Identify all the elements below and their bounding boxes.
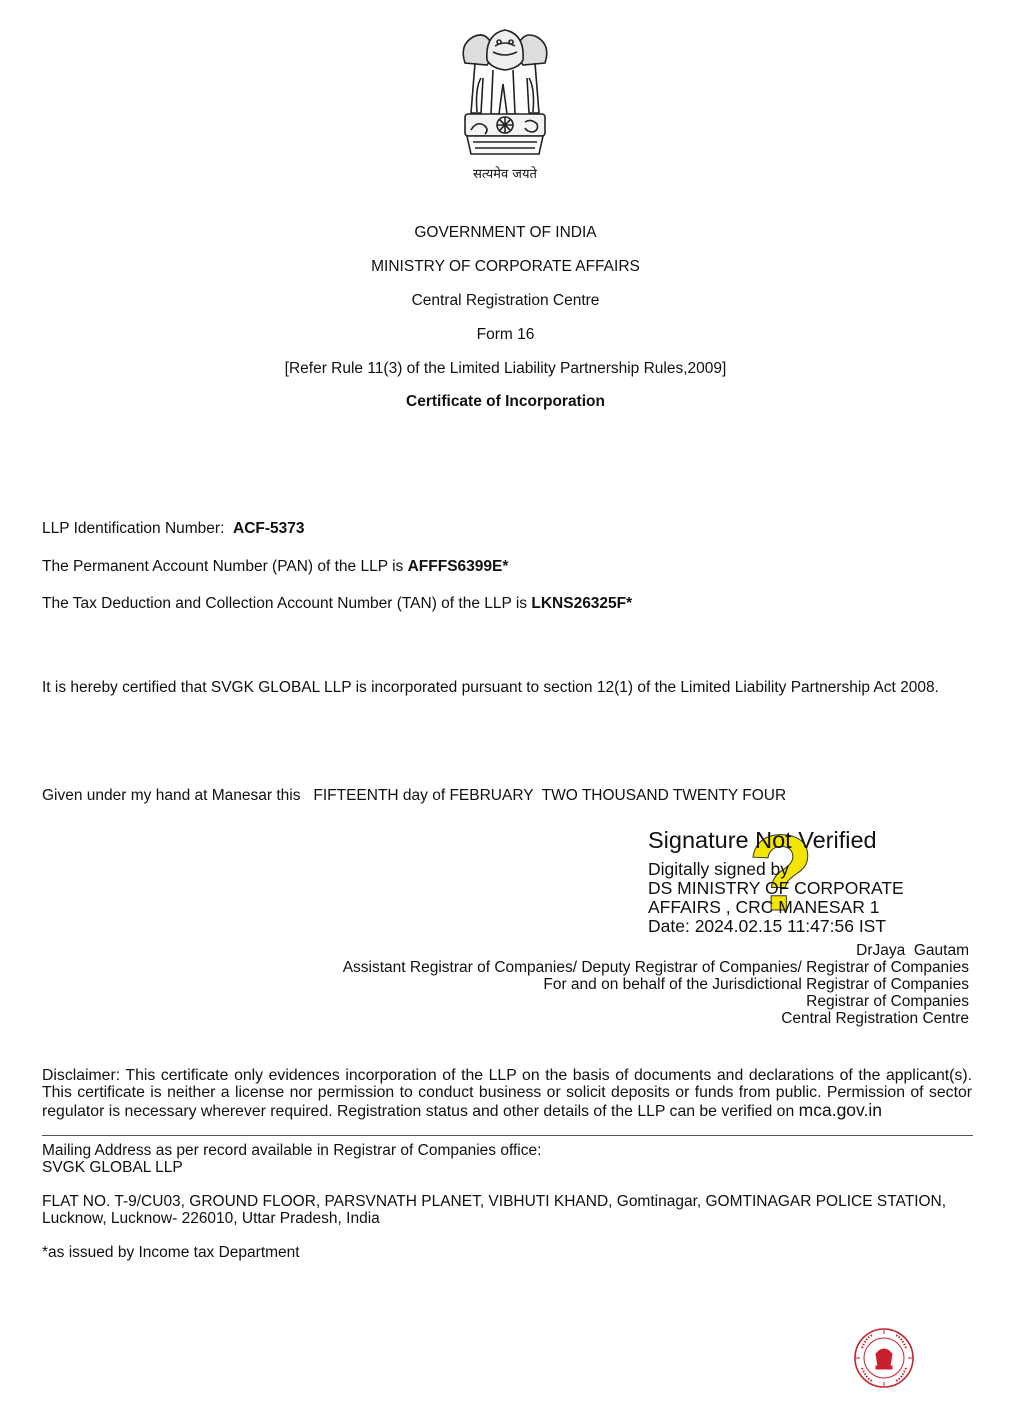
llpin-value: ACF-5373 bbox=[233, 520, 305, 537]
signature-question-mark: ? bbox=[748, 812, 814, 933]
pan-line bbox=[42, 558, 508, 576]
tan-value: LKNS26325F* bbox=[531, 595, 633, 612]
registrar-role: Registrar of Companies bbox=[806, 993, 969, 1010]
divider bbox=[42, 1135, 973, 1136]
signed-by-label: Digitally signed by bbox=[648, 859, 790, 879]
header-form: Form 16 bbox=[476, 326, 535, 343]
pan-value: AFFFS6399E* bbox=[407, 558, 509, 575]
header-rule-reference: [Refer Rule 11(3) of the Limited Liability Partnership Rules,2009] bbox=[284, 360, 727, 377]
mca-site-link[interactable]: mca.gov.in bbox=[798, 1099, 882, 1120]
emblem-motto: सत्यमेव जयते bbox=[473, 167, 537, 182]
mailing-name: SVGK GLOBAL LLP bbox=[42, 1159, 183, 1176]
pan-label: The Permanent Account Number (PAN) of the LLP is bbox=[42, 558, 404, 575]
signature-date: Date: 2024.02.15 11:47:56 IST bbox=[648, 916, 887, 936]
signer-line-2: AFFAIRS , CRC MANESAR 1 bbox=[648, 897, 880, 917]
tan-line bbox=[42, 595, 632, 613]
national-emblem bbox=[455, 18, 555, 163]
registrar-office: Central Registration Centre bbox=[781, 1010, 969, 1027]
ministry-seal bbox=[848, 1326, 920, 1390]
signature-block bbox=[648, 826, 968, 936]
header-ministry: MINISTRY OF CORPORATE AFFAIRS bbox=[371, 258, 640, 275]
mailing-heading: Mailing Address as per record available in Registrar of Companies office: bbox=[42, 1142, 542, 1159]
llpin-label: LLP Identification Number: bbox=[42, 520, 225, 537]
disclaimer bbox=[42, 1067, 972, 1120]
signature-status: Signature Not Verified bbox=[648, 827, 877, 853]
registrar-designation: Assistant Registrar of Companies/ Deputy Registrar of Companies/ Registrar of Companies bbox=[342, 959, 969, 976]
certification-statement: It is hereby certified that SVGK GLOBAL LLP is incorporated pursuant to section 12(1) of the Limited Liability Partnership Act 2008. bbox=[42, 679, 939, 696]
registrar-name: DrJaya Gautam bbox=[856, 942, 969, 959]
registrar-behalf: For and on behalf of the Jurisdictional Registrar of Companies bbox=[543, 976, 969, 993]
mailing-address: FLAT NO. T-9/CU03, GROUND FLOOR, PARSVNATH PLANET, VIBHUTI KHAND, Gomtinagar, GOMTINAGAR POLICE STATION, Lucknow, Lucknow- 226010, Uttar Pradesh, India bbox=[42, 1193, 947, 1227]
given-under-hand: Given under my hand at Manesar this FIFTEENTH day of FEBRUARY TWO THOUSAND TWENTY FOUR bbox=[42, 787, 787, 804]
header-government: GOVERNMENT OF INDIA bbox=[414, 224, 597, 241]
signer-line-1: DS MINISTRY OF CORPORATE bbox=[648, 878, 904, 898]
certificate-title: Certificate of Incorporation bbox=[406, 393, 605, 410]
llpin-line bbox=[42, 520, 305, 538]
footnote: *as issued by Income tax Department bbox=[42, 1244, 300, 1261]
disclaimer-text: Disclaimer: This certificate only evidences incorporation of the LLP on the basis of documents and declarations of the applicant(s). This certificate is neither a license nor permission to conduct business or solicit deposits or funds from public. Permission of sector regulator is necessary wherever required. Registration status and other details of the LLP can be verified on bbox=[42, 1067, 972, 1120]
header-centre: Central Registration Centre bbox=[411, 292, 600, 309]
tan-label: The Tax Deduction and Collection Account Number (TAN) of the LLP is bbox=[42, 595, 528, 612]
